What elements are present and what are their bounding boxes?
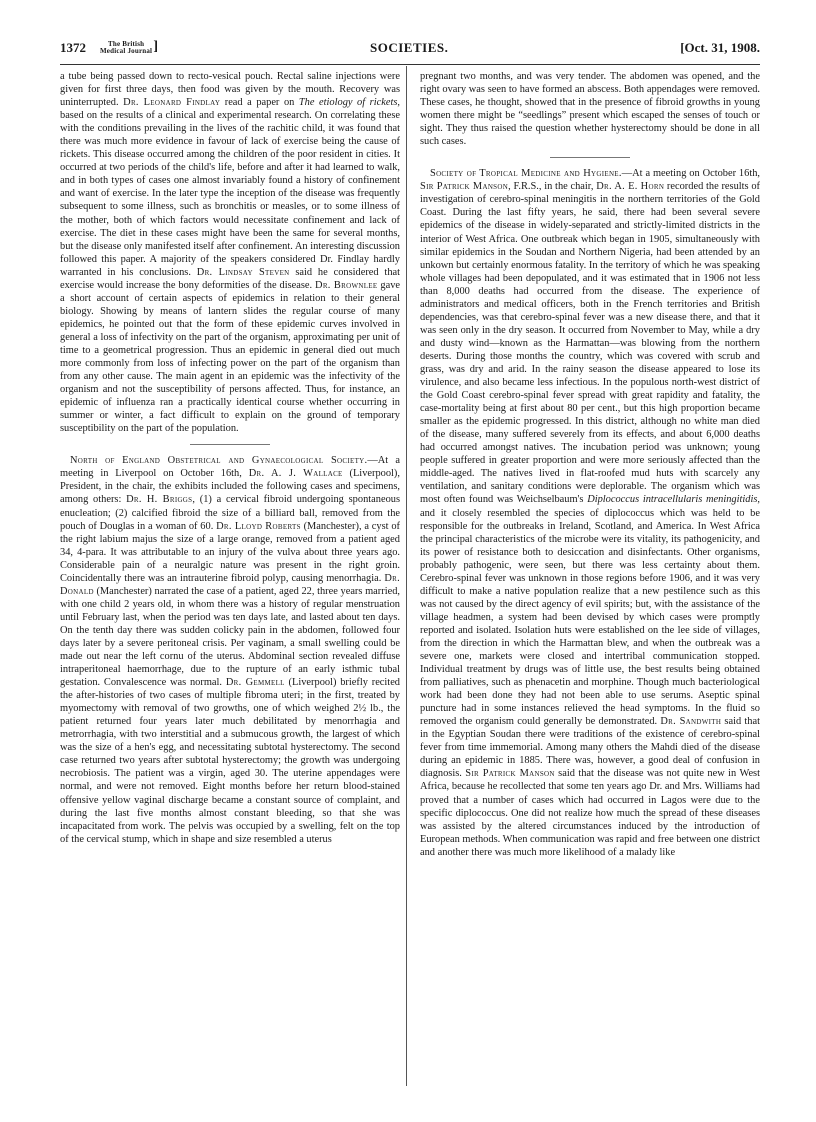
left-p2-text3: , (1) a cervical fibroid undergoing spontaneous enucleation; (2) calcified fibroid the size of a billiard ball, removed from the pouch of Douglas in a woman of 60. [60,494,400,532]
left-p1-text: a tube being passed down to recto-vesical pouch. Rectal saline injections were given for first three days, then food was given by the mouth. Recovery was uninterrupted. [60,71,400,109]
speaker-donald: Dr. Donald [60,572,400,597]
tropical-medicine-report [420,167,760,858]
speaker-manson: Sir Patrick Manson [420,181,509,193]
right-p2-text3: recorded the results of investigation of cerebro-spinal meningitis in the northern territories of the Gold Coast. During the last fifty years, he said, there had been several severe epidemics of the disease in widely-separated and strictly-limited districts in the interior of West Africa. One outbreak which began in 1905, simultaneously with similar epidemics in the Soudan and Northern Nigeria, had been attended by an unkown but certainly enormous fatality. In the territory of which he was speaking whole villages had been depopulated, and it was estimated that in 1906 not less than 8,000 deaths had occurred from the disease. The experience of administrators and medical officers, both in the French territories and British dependencies, was that cerebro-spinal fever was a new disease there, and that it was seen only in the dry season. It occurred from November to May, while a dry and dusty wind—known as the Harmattan—was blowing from the northern deserts. During those months the country, which was covered with scrub and grass, was dry and arid. In the rainy season the disease appeared to lose its virulence, and also became less infectious. In the populous north-west district of the Gold Coast cerebro-spinal fever spread with great rapidity and fatality, the case-mortality being at first about 80 per cent., but this high proportion became smaller as the epidemic progressed. In this district, although no white man died of the disease, many suffered severely from its effects, and about 6,000 deaths had occurred amongst natives. The incubation period was unknown; young people suffered in greater proportion and were more seriously affected than the middle-aged. The natives lived in flat-roofed mud huts with scarcely any ventilation, and sanitary conditions were deplorable. The organism which was most often found was Weichselbaum's [420,181,760,506]
page-number: 1372 [60,40,86,55]
left-p2-text5: (Manchester) narrated the case of a patient, aged 22, three years married, with one child 2 years old, in whom there was a history of regular menstruation until February last, when the period was ten days late, and lasted about ten days. On the tenth day there was sudden colicky pain in the abdomen, followed four days later by a severe peritoneal crisis. Per vaginam, a small swelling could be made out near the left cornu of the uterus. Abdominal section revealed diffuse intraperitoneal haemorrhage, due to the rupture of an early isthmic tubal gestation. Convalescence was normal. [60,585,400,689]
journal-bracket: ] [153,39,159,54]
speaker-steven: Dr. Lindsay Steven [196,266,290,278]
right-p2-text6: said that the disease was not quite new in West Africa, because he recollected that some ten years ago Dr. and Mrs. Williams had proved that a number of cases which had occurred in Lagos were due to the specific diplococcus. One did not realize how much the spread of these diseases was assisted by the altered circumstances induced by the introduction of European methods. When communication was rapid and free between one district and another there was much more likelihood of a malady like [420,768,760,858]
speaker-manson-2: Sir Patrick Manson [465,768,555,780]
left-p2-text6: (Liverpool) briefly recited the after-histories of two cases of multiple fibroma uteri; in the first, treated by myomectomy with removal of two growths, one of which weighed 2½ lb., the patient returned four years later much debilitated by menorrhagia and metrorrhagia, with two interstitial and a submucous growth, the largest of which was the size of a hen's egg, and necessitating subtotal hysterectomy. The second case returned two years after subtotal hysterectomy; the growth was undergoing necrobiosis. The patient was a virgin, aged 30. The uterine appendages were normal, and were not removed. Eight months before her return blood-stained offensive yellow vaginal discharge became a constant source of complaint, and during the last five months almost constant bleeding, so that she was incapacitated from work. The pelvis was occupied by a swelling, felt on the top of the cervical stump, which in shape and size resembled a uterus [60,677,400,845]
left-p2-text4: (Manchester), a cyst of the right labium majus the size of a large orange, removed from a patient aged 34, 4-para. It was attributable to an injury of the vulva about three years ago. Considerable pain of a neuralgic nature was present in the right groin. Coincidentally there was an intrauterine fibroid polyp, causing menorrhagia. [60,520,400,584]
speaker-findlay: Dr. Leonard Findlay [123,97,221,109]
left-p2-text1: —At a meeting in Liverpool on October 16th, [60,455,400,480]
north-england-report [60,454,400,845]
society-name-tropical: Society of Tropical Medicine and Hygiene. [430,168,622,180]
page-header [60,40,760,62]
section-title: SOCIETIES. [370,40,449,55]
right-paragraph-continued: pregnant two months, and was very tender. The abdomen was opened, and the right ovary was seen to have formed an abscess. Both appendages were removed. These cases, he thought, showed that in the presence of fibroid growths in young women there might be “seedlings” present which escaped the senses of touch or sight. They thus raised the question whether hysterectomy should be done in all such cases. [420,71,760,148]
journal-name [100,39,159,55]
right-p2-text4: , and it closely resembled the species of diplococcus which was held to be responsible for the outbreaks in Ireland, Scotland, and America. In West Africa the principal characteristics of the microbe were its vitality, its pathogenicity, and its power of resistance both to desiccation and disinfectants. Other organisms, probably pathogenic, were seen, but there was less certainty about them. Cerebro-spinal fever was unknown in those regions before 1906, and it was very difficult to make a native population realize that a new pestilence such as this was not caused by the direct agency of evil spirits; but, with the assistance of the village headmen, a system had been devised by which cases were promptly reported and isolated. Isolation huts were established on the lee side of villages, from the direction in which the Harmattan blew, and when the outbreak was a severe one, markets were closed and intertribal communication stopped. Individual treatment by drugs was of little use, the best results being obtained from palliatives, such as phenacetin and morphine. Though much bacteriological work had been done they had not been able to use serums. Aseptic spinal puncture had in some instances relieved the head symptoms. In the fluid so removed the organism could generally be demonstrated. [420,494,760,728]
right-p2-text2: , F.R.S., in the chair, [508,181,597,193]
left-p1b-text2: , based on the results of a clinical and experimental research. On correlating these with the conditions prevailing in the lives of the rachitic child, it was found that there was much more evidence in favour of lack of exercise being the cause of rickets. This disease occurred among the children of the poor resident in cities. It occurred at two periods of the child's life, before and after it had learned to walk, and in both types of cases one almost invariably found a history of confinement and want of exercise. In the later type the inception of the disease was frequently subsequent to some illness, such as bronchitis or measles, or to some illness of the mother, both of which factors would necessitate confinement and lack of exercise. The diet in these cases might have been the same for several months, but the disease only manifested itself after confinement. An interesting discussion followed this paper. A majority of the speakers considered Dr. Findlay hardly warranted in his conclusions. [60,97,400,278]
paper-title: The etiology of rickets [298,97,398,109]
speaker-roberts: Dr. Lloyd Roberts [216,520,301,532]
society-name-north-england: North of England Obstetrical and Gynaecological Society. [70,455,368,467]
left-p1b-text1: read a paper on [220,97,299,109]
speaker-gemmell: Dr. Gemmell [225,677,285,689]
header-rule [60,64,760,65]
issue-date: [Oct. 31, 1908. [680,40,760,55]
organism-name: Diplococcus intracellularis meningitidis [587,494,758,506]
left-p1b-text3: said he considered that exercise would increase the bony deformities of the disease. [60,266,400,291]
right-p2-text1: —At a meeting on October 16th, [621,168,760,180]
section-separator-right [550,157,630,158]
speaker-sandwith: Dr. Sandwith [660,716,722,728]
left-column [60,70,400,1085]
right-column [420,70,760,1085]
column-divider [406,66,407,1086]
left-p1b-text4: gave a short account of certain aspects of epidemics in relation to their general biology. Showing by means of lantern slides the regular course of many epidemics, he pointed out that the form of these epidemic curves involved in general a loss of infectivity on the part of the organism, approximating per unit of time to a geometrical progression. Thus an epidemic in general died out much more commonly from loss of infecting power on the part of the organism than from any other cause. The main agent in an epidemic was the infectivity of the organism and not the susceptibility of persons affected. Thus, for instance, an epidemic of influenza ran a practically identical course whether occurring in summer or winter, a fact difficult to explain on the ground of temporary susceptibility on the part of the population. [60,279,400,435]
right-p2-text5: said that in the Egyptian Soudan there were traditions of the existence of cerebro-spinal fever from time immemorial. Among many others the Mahdi died of the disease during an epidemic in 1885. There was, however, a good deal of confusion in diagnosis. [420,716,760,780]
left-p2-text2: (Liverpool), President, in the chair, the exhibits included the following cases and specimens, among others: [60,468,400,506]
speaker-briggs: Dr. H. Briggs [126,494,193,506]
speaker-horn: Dr. A. E. Horn [596,181,665,193]
left-paragraph-continued [60,70,400,435]
journal-line-1: The British [107,40,145,48]
section-separator [190,444,270,445]
journal-line-2: Medical Journal [100,47,153,55]
speaker-wallace: Dr. A. J. Wallace [248,468,343,480]
speaker-brownlee: Dr. Brownlee [315,279,378,291]
